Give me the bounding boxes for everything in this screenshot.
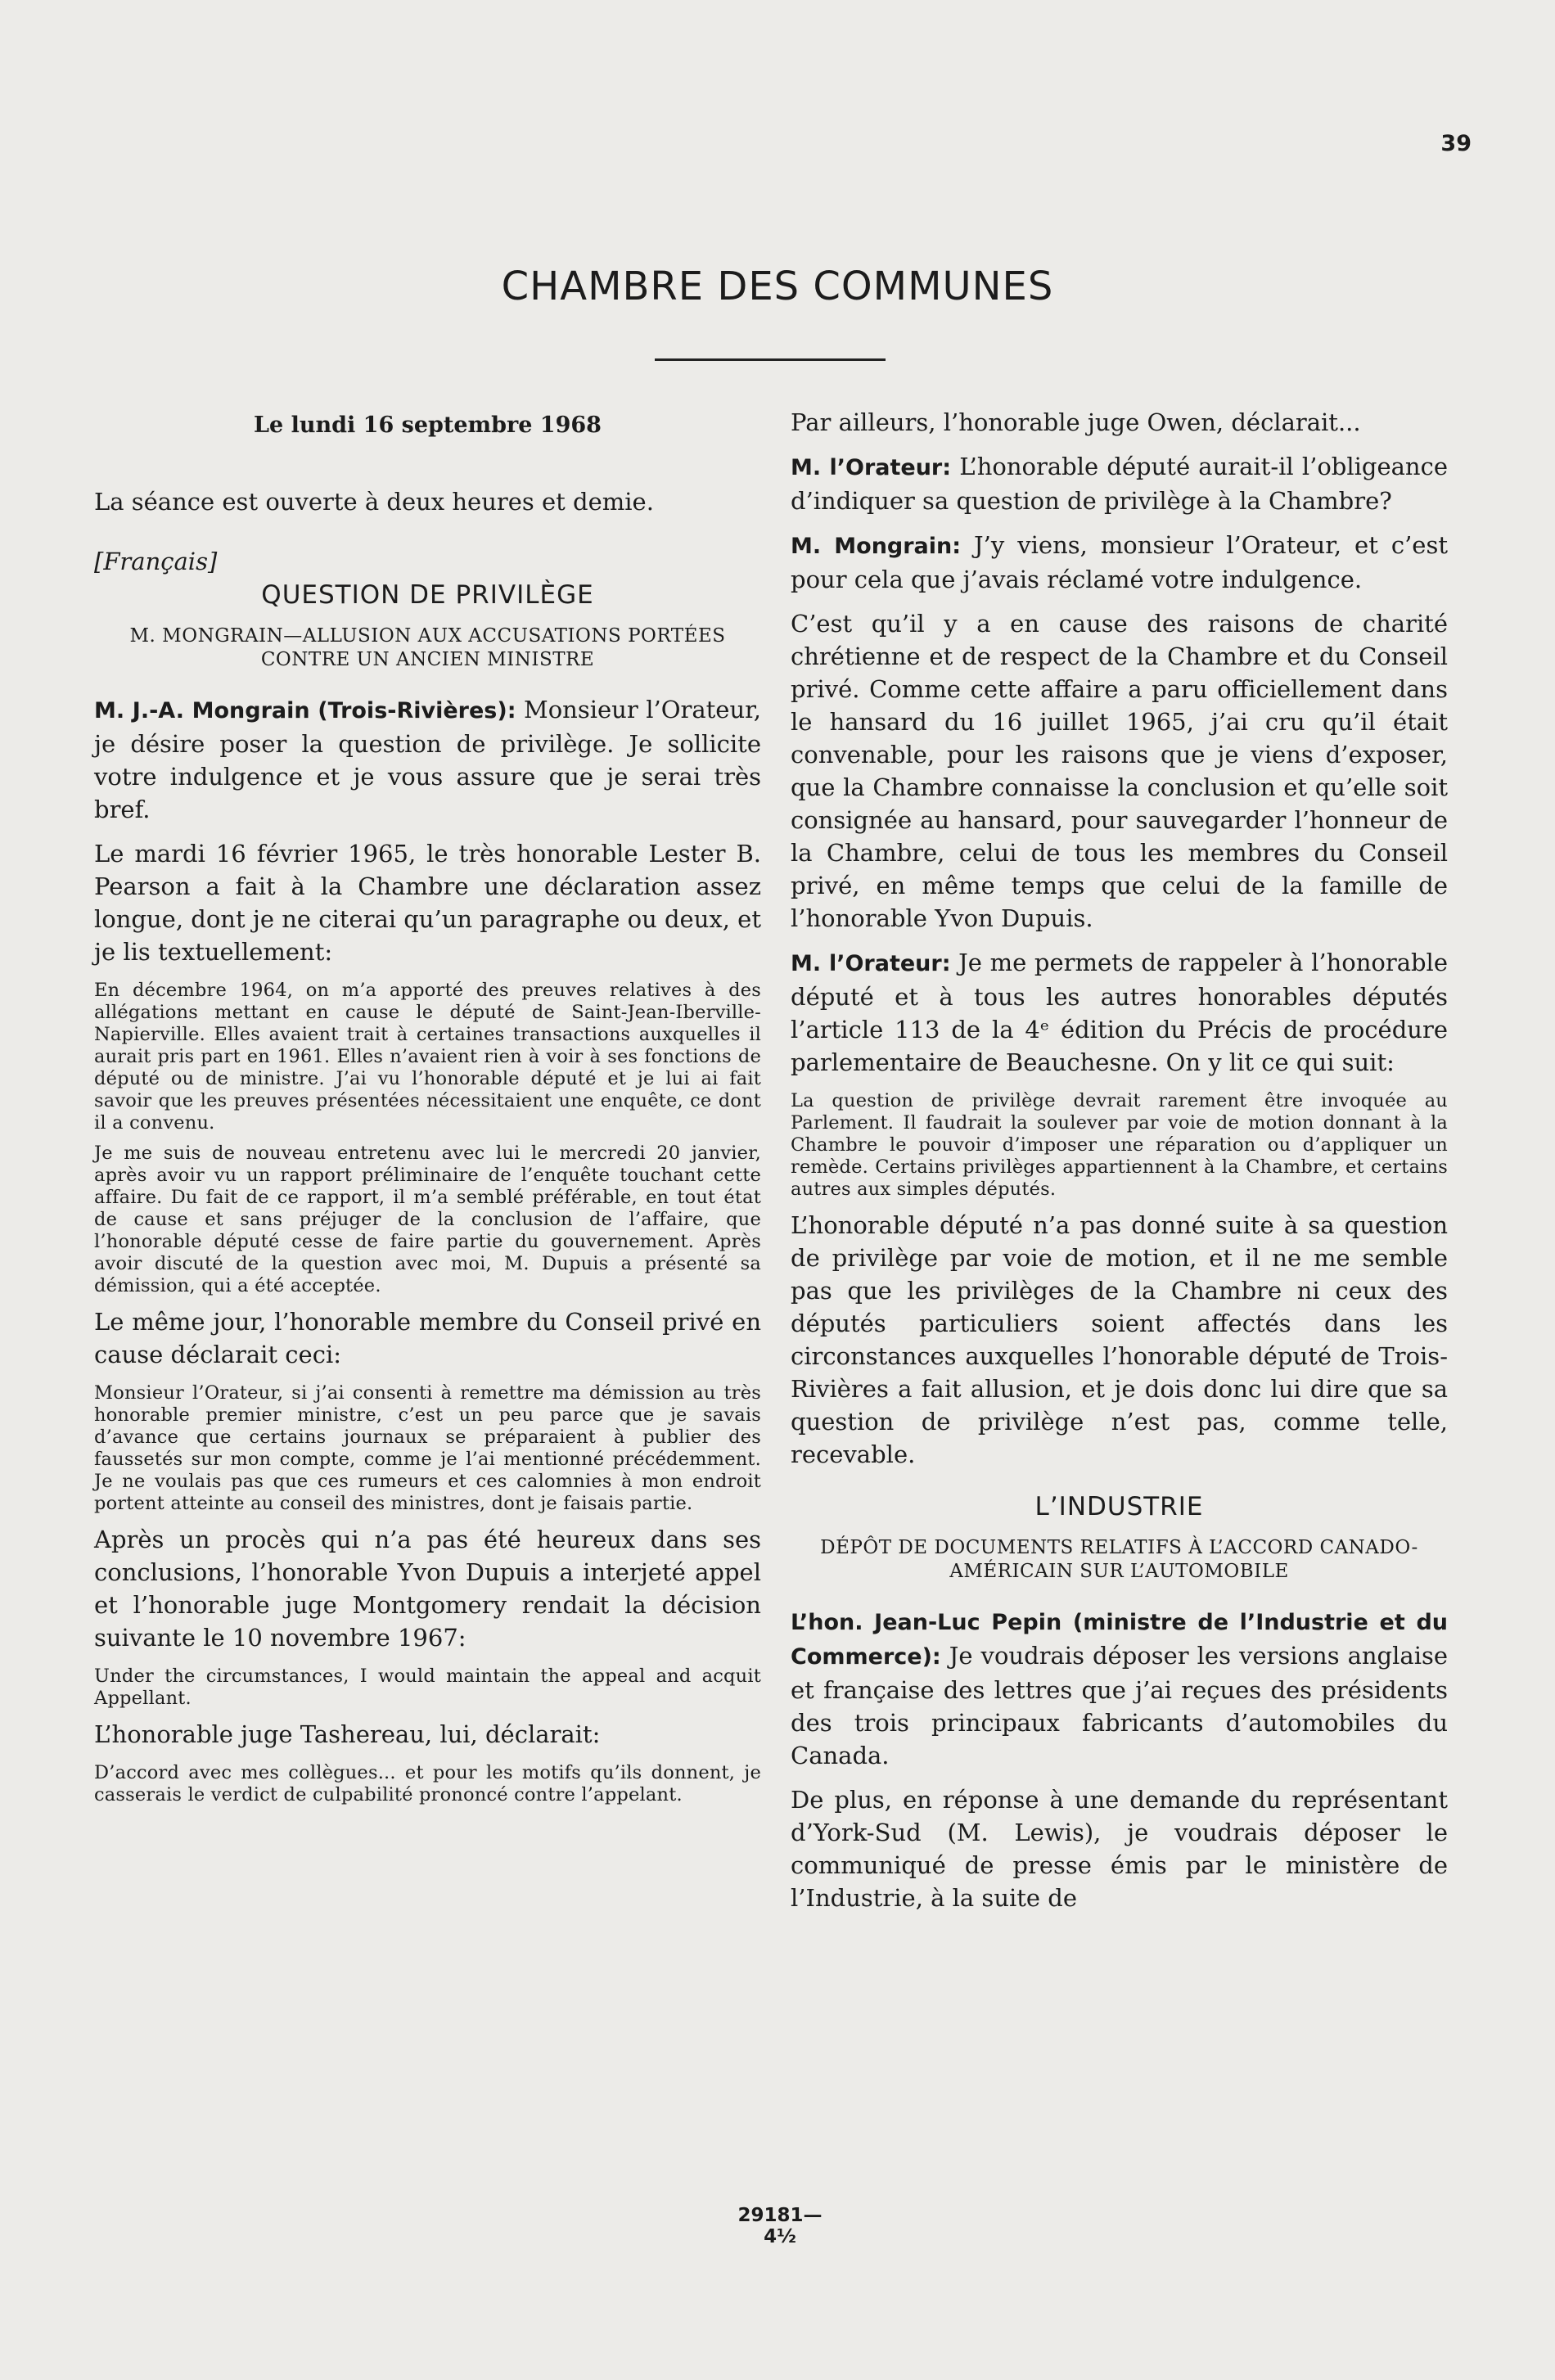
subheading-automobile: DÉPÔT DE DOCUMENTS RELATIFS À L’ACCORD CANADO-AMÉRICAIN SUR L’AUTOMOBILE xyxy=(820,1537,1418,1582)
speaker-orateur: M. l’Orateur: xyxy=(791,951,951,976)
paragraph-text: Je me permets de rappeler à l’honorable député et à tous les autres honorables députés l’article 113 de la 4ᵉ édition du Précis de procédure parlementaire de Beauchesne. On y lit ce qui suit: xyxy=(791,949,1448,1076)
section-heading-industrie: L’INDUSTRIE xyxy=(1034,1492,1204,1521)
speaker-mongrain: M. Mongrain: xyxy=(791,534,962,559)
quote-tashereau: D’accord avec mes collègues... et pour les motifs qu’ils donnent, je casserais le verdict de culpabilité prononcé contre l’appelant. xyxy=(94,1762,761,1805)
paragraph-mongrain-intro xyxy=(94,693,761,826)
paragraph-text: Monsieur l’Orateur, je désire poser la question de privilège. Je sollicite votre indulgence et je vous assure que je serai très bref. xyxy=(94,696,762,823)
paragraph-pearson: Le mardi 16 février 1965, le très honorable Lester B. Pearson a fait à la Chambre une déclaration assez longue, dont je ne citerai qu’un paragraphe ou deux, et je lis textuellement: xyxy=(94,840,761,966)
paragraph-pepin xyxy=(791,1605,1448,1772)
page-number: 39 xyxy=(1440,131,1472,156)
paragraph-text: L’honorable député aurait-il l’obligeance d’indiquer sa question de privilège à la Chambre? xyxy=(791,453,1449,515)
paragraph-mongrain-reply xyxy=(791,529,1448,596)
paragraph-charity: C’est qu’il y a en cause des raisons de charité chrétienne et de respect de la Chambre et du Conseil privé. Comme cette affaire a paru officiellement dans le hansard du 16 juillet 1965, j’ai cru qu’il était convenable, pour les raisons que je viens d’exposer, que la Chambre connaisse la conclusion et qu’elle soit consignée au hansard, pour sauvegarder l’honneur de la Chambre, celui de tous les membres du Conseil privé, en même temps que celui de la famille de l’honorable Yvon Dupuis. xyxy=(791,610,1448,932)
title-divider xyxy=(655,358,886,361)
section-heading-privilege: QUESTION DE PRIVILÈGE xyxy=(261,580,594,610)
speaker-orateur: M. l’Orateur: xyxy=(791,455,952,480)
paragraph-text: J’y viens, monsieur l’Orateur, et c’est pour cela que j’avais réclamé votre indulgence. xyxy=(791,531,1449,593)
opening-paragraph: La séance est ouverte à deux heures et demie. xyxy=(94,488,654,516)
paragraph-appeal: Après un procès qui n’a pas été heureux dans ses conclusions, l’honorable Yvon Dupuis a interjeté appel et l’honorable juge Montgomery rendait la décision suivante le 10 novembre 1967: xyxy=(94,1526,761,1652)
quote-dupuis: Monsieur l’Orateur, si j’ai consenti à remettre ma démission au très honorable premier ministre, c’est un peu parce que je savais d’avance que certains journaux se préparaient à publier des faussetés sur mon compte, comme je l’ai mentionné précédemment. Je ne voulais pas que ces rumeurs et ces calomnies à mon endroit portent atteinte au conseil des ministres, dont je faisais partie. xyxy=(94,1382,761,1514)
quote-beauchesne: La question de privilège devrait rarement être invoquée au Parlement. Il faudrait la soulever par voie de motion donnant à la Chambre le pouvoir d’imposer une réparation ou d’appliquer un remède. Certains privilèges appartiennent à la Chambre, et certains autres aux simples députés. xyxy=(791,1090,1448,1200)
speaker-pepin: L’hon. Jean-Luc Pepin (ministre de l’Industrie et du Commerce): xyxy=(791,1610,1448,1670)
quote-montgomery: Under the circumstances, I would maintain the appeal and acquit Appellant. xyxy=(94,1666,761,1709)
speaker-mongrain: M. J.-A. Mongrain (Trois-Rivières): xyxy=(94,698,516,723)
paragraph-text: Je voudrais déposer les versions anglaise et française des lettres que j’ai reçues des présidents des trois principaux fabricants d’automobiles du Canada. xyxy=(791,1642,1449,1769)
paragraph-owen: Par ailleurs, l’honorable juge Owen, déclarait... xyxy=(791,408,1361,436)
sitting-date: Le lundi 16 septembre 1968 xyxy=(254,412,602,438)
paragraph-same-day: Le même jour, l’honorable membre du Conseil privé en cause déclarait ceci: xyxy=(94,1308,761,1368)
paragraph-orateur-ruling xyxy=(791,946,1448,1079)
paragraph-tashereau: L’honorable juge Tashereau, lui, déclarait: xyxy=(94,1720,601,1748)
page-title: CHAMBRE DES COMMUNES xyxy=(501,264,1054,309)
quote-pearson-2: Je me suis de nouveau entretenu avec lui le mercredi 20 janvier, après avoir vu un rapport préliminaire de l’enquête touchant cette affaire. Du fait de ce rapport, il m’a semblé préférable, en tout état de cause et sans préjuger de la conclusion de l’affaire, que l’honorable député cesse de faire partie du gouvernement. Après avoir discuté de la question avec moi, M. Dupuis a présenté sa démission, qui a été acceptée. xyxy=(94,1143,761,1296)
paragraph-ruling: L’honorable député n’a pas donné suite à sa question de privilège par voie de motion, et il ne me semble pas que les privilèges de la Chambre ni ceux des députés particuliers soient affectés dans les circonstances auxquelles l’honorable député de Trois-Rivières a fait allusion, et je dois donc lui dire que sa question de privilège n’est pas, comme telle, recevable. xyxy=(791,1211,1448,1468)
quote-pearson-1: En décembre 1964, on m’a apporté des preuves relatives à des allégations mettant en cause le député de Saint-Jean-Iberville-Napierville. Elles avaient trait à certaines transactions auxquelles il aurait pris part en 1961. Elles n’avaient rien à voir à ses fonctions de député ou de ministre. J’ai vu l’honorable député et je lui ai fait savoir que les preuves présentées nécessitaient une enquête, ce dont il a convenu. xyxy=(94,980,761,1134)
right-column xyxy=(791,406,1448,1926)
footer-code: 29181—4½ xyxy=(737,2205,823,2247)
paragraph-orateur-question xyxy=(791,450,1448,517)
language-tag: [Français] xyxy=(94,548,218,575)
left-column xyxy=(94,406,761,1814)
paragraph-communique: De plus, en réponse à une demande du représentant d’York-Sud (M. Lewis), je voudrais déposer le communiqué de presse émis par le ministère de l’Industrie, à la suite de xyxy=(791,1786,1448,1912)
subheading-mongrain: M. MONGRAIN—ALLUSION AUX ACCUSATIONS PORTÉES CONTRE UN ANCIEN MINISTRE xyxy=(129,625,726,670)
